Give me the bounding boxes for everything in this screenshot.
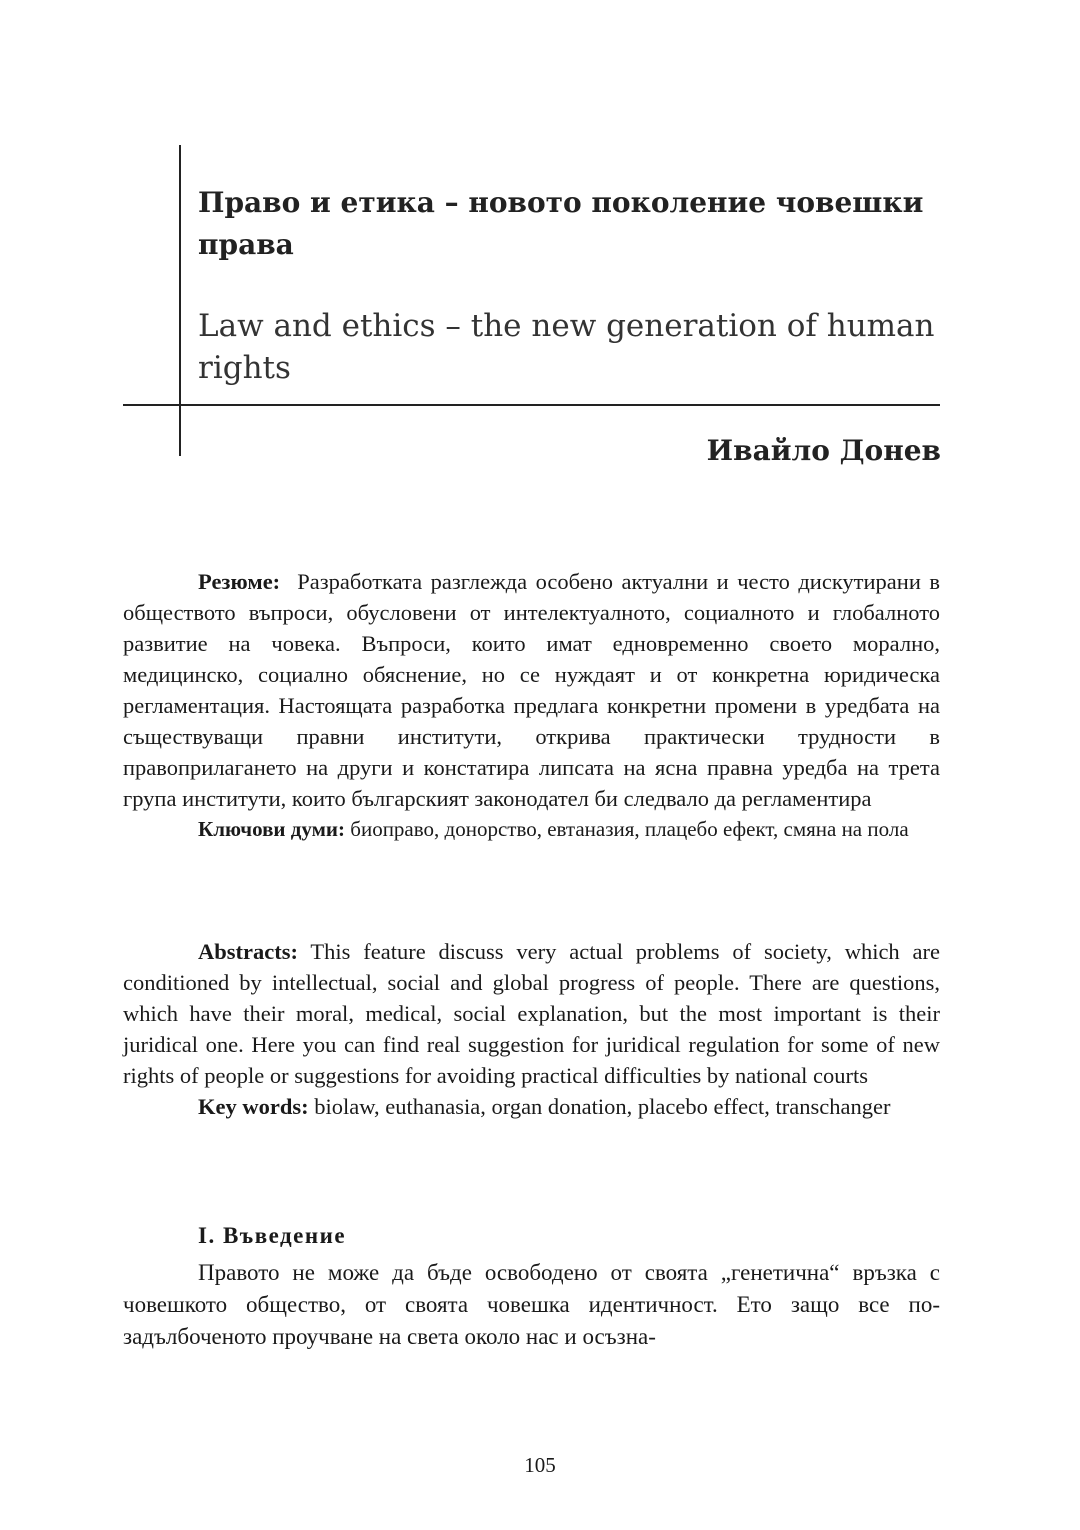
vertical-rule <box>179 145 181 456</box>
section-heading-introduction: I. Въведение <box>198 1223 347 1248</box>
page-number: 105 <box>524 1453 556 1477</box>
keywords-bg-text: биоправо, донорство, евтаназия, плацебо ефект, смяна на пола <box>350 817 909 841</box>
horizontal-rule <box>123 404 940 406</box>
author-name: Ивайло Донев <box>706 434 941 467</box>
keywords-en-label: Key words: <box>198 1094 309 1119</box>
title-english: Law and ethics – the new generation of human rights <box>198 308 935 386</box>
keywords-en-text: biolaw, euthanasia, organ donation, placebo effect, transchanger <box>314 1094 891 1119</box>
abstract-en-paragraph <box>123 936 940 1091</box>
abstract-english <box>123 936 940 1122</box>
title-bulgarian: Право и етика – новото поколение човешки права <box>198 186 924 261</box>
keywords-bg-paragraph <box>123 814 940 845</box>
abstract-bg-label: Резюме: <box>198 569 281 594</box>
keywords-bg-label: Ключови думи: <box>198 817 346 841</box>
abstract-en-text: This feature discuss very actual problems of society, which are conditioned by intellectual, social and global progress of people. There are questions, which have their moral, medical, social explanation, but the most important is their juridical one. Here you can find real suggestion for juridical regulation for some of new rights of people or suggestions for avoiding practical difficulties by national courts <box>123 939 940 1088</box>
abstract-bulgarian <box>123 566 940 845</box>
introduction-paragraph: Правото не може да бъде освободено от своята „генетична“ връзка с човешкото общество, от своята човешка идентичност. Ето защо все по-задълбоченото проучване на света около нас и осъзна- <box>123 1260 940 1349</box>
keywords-en-paragraph <box>123 1091 940 1122</box>
abstract-bg-text: Разработката разглежда особено актуални и често дискутирани в обществото въпроси, обусловени от интелектуалното, социалното и глобалното развитие на човека. Въпроси, които имат едновременно своето морално, медицинско, социално обяснение, но се нуждаят и от конкретна юридическа регламентация. Настоящата разработка предлага конкретни промени в уредбата на съществуващи правни институти, открива практически трудности в правоприлагането на други и констатира липсата на ясна правна уредба на трета група институти, които българският законодател би следвало да регламентира <box>123 569 941 811</box>
abstract-bg-paragraph <box>123 566 940 814</box>
introduction-body <box>123 1257 940 1353</box>
abstract-en-label: Abstracts: <box>198 939 298 964</box>
